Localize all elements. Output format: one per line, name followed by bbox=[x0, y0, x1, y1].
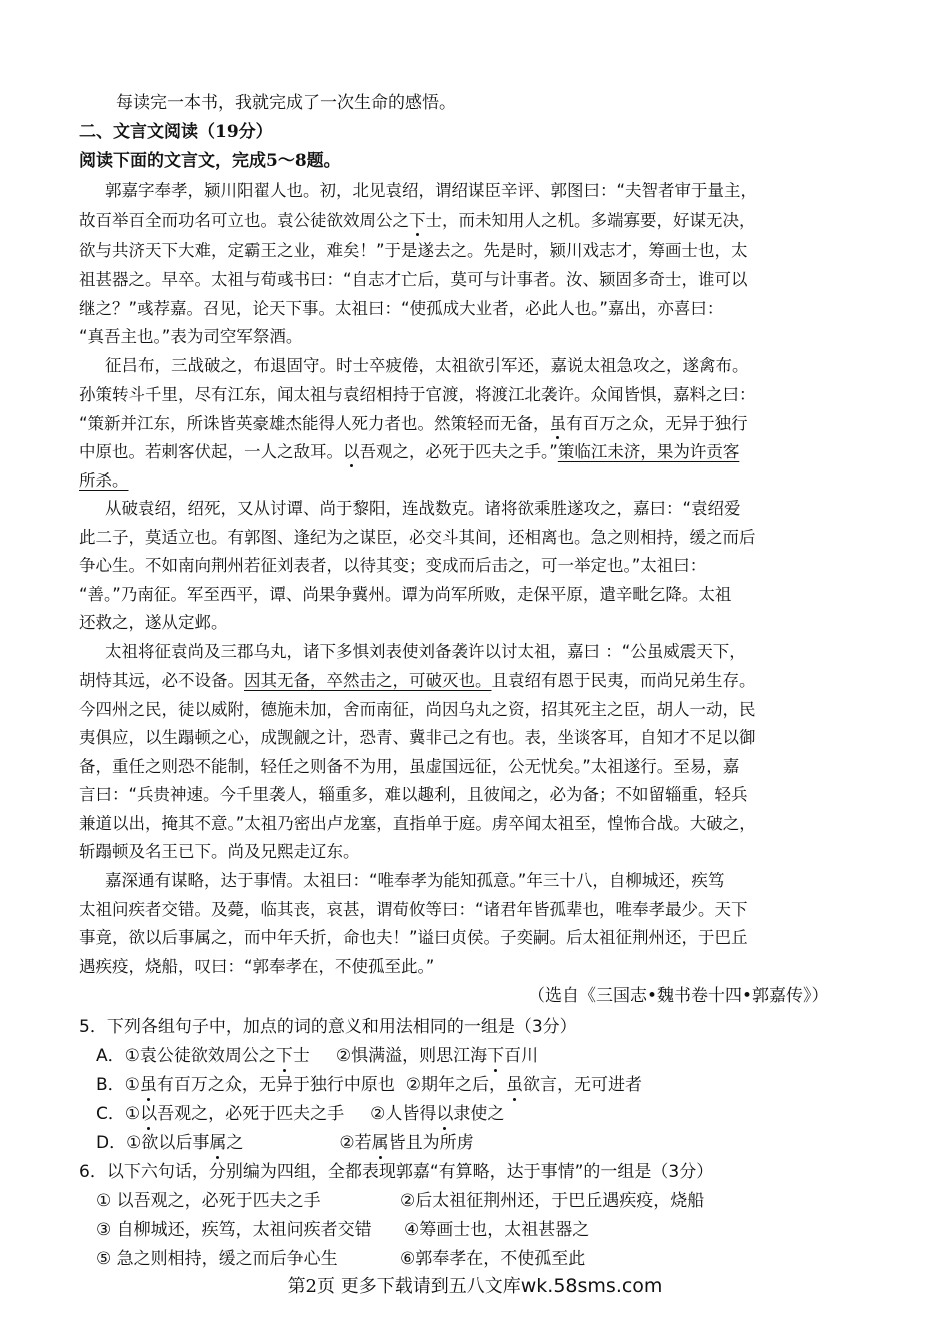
option-text: 有百万之众，无异于独行中原也 ②期年之后， bbox=[156, 1075, 506, 1095]
q5-stem: 5．下列各组句子中，加点的词的意义和用法相同的一组是（3分） bbox=[79, 1017, 577, 1037]
passage-p3-line-5: 还救之，遂从定邺。 bbox=[79, 613, 228, 632]
passage-p5-line-4: 遇疾疫，烧船，叹曰：“郭奉孝在，不使孤至此。” bbox=[79, 957, 435, 976]
intro-line: 每读完一本书，我就完成了一次生命的感悟。 bbox=[116, 93, 456, 113]
passage-text: 且袁绍有恩于民夷，而尚兄弟生存。 bbox=[491, 671, 756, 690]
passage-p4-line-1: 太祖将征袁尚及三郡乌丸，诸下多惧刘表使刘备袭许以讨太祖，嘉曰 ：“公虽威震天下， bbox=[105, 642, 746, 661]
q6-item-4: ④筹画士也，太祖甚器之 bbox=[404, 1220, 590, 1240]
option-text: ②人皆得 bbox=[370, 1104, 437, 1124]
option-text: 隶使之 bbox=[453, 1104, 505, 1124]
passage-p3-line-1: 从破袁绍，绍死，又从讨谭、尚于黎阳，连战数克。诸将欲乘胜遂攻之，嘉曰：“袁绍爱 bbox=[105, 499, 741, 518]
passage-p4-line-5: 备，重任之则恐不能制，轻任之则备不为用，虽虚国远征，公无忧矣。”太祖遂行。至易，嘉 bbox=[79, 757, 740, 776]
q6-item-3: ③ 自柳城还，疾笃，太祖问疾者交错 bbox=[96, 1220, 372, 1240]
option-text: A．①袁公徒欲效周公之 bbox=[96, 1046, 276, 1066]
passage-p3-line-4: “善。”乃南征。军至西平，谭、尚果争冀州。谭为尚军所败，走保平原，遣辛毗乞降。太祖 bbox=[79, 585, 732, 604]
underlined-sentence-end: 所杀。 bbox=[79, 471, 129, 490]
passage-text: 故百举百全而功名可立也。袁公徒欲效周公之 bbox=[79, 211, 409, 230]
passage-p4-line-3: 今四州之民，徒以威附，德施未加，舍而南征，尚因乌丸之资，招其死主之臣，胡人一动，民 bbox=[79, 700, 756, 719]
footer-site-link[interactable]: wk.58sms.com bbox=[520, 1275, 663, 1297]
q5-option-b bbox=[96, 1074, 642, 1096]
dotted-word-shu: 属 bbox=[371, 1133, 389, 1153]
option-text: 士 bbox=[292, 1046, 310, 1066]
passage-text: 中原也。若刺客伏起，一人之敌耳。 bbox=[79, 442, 343, 461]
passage-p4-line-4: 夷俱应，以生蹋顿之心，成觊觎之计，恐青、冀非己之有也。表，坐谈客耳，自知才不足以御 bbox=[79, 728, 756, 747]
q6-stem: 6．以下六句话，分别编为四组，全都表现郭嘉“有算略，达于事情”的一组是（3分） bbox=[79, 1162, 714, 1182]
option-text: 皆且为所虏 bbox=[388, 1133, 474, 1153]
passage-p4-line-2 bbox=[79, 670, 756, 692]
page-footer bbox=[0, 1274, 950, 1299]
q5-option-a bbox=[96, 1045, 538, 1067]
passage-text: 士，而未知用人之机。多端寡要，好谋无决， bbox=[425, 211, 756, 230]
q6-item-2: ②后太祖征荆州还，于巴丘遇疾疫，烧船 bbox=[400, 1191, 705, 1211]
section-title: 二、文言文阅读（19分） bbox=[79, 122, 273, 142]
passage-p4-line-7: 兼道以出，掩其不意。”太祖乃密出卢龙塞，直指单于庭。虏卒闻太祖至，惶怖合战。大破之， bbox=[79, 814, 756, 833]
option-text: C．① bbox=[96, 1104, 141, 1124]
passage-text: 吾观之，必死于匹夫之手。” bbox=[359, 442, 558, 461]
q5-option-d bbox=[96, 1132, 474, 1154]
footer-text: 第2页 更多下载请到五八文库 bbox=[287, 1276, 521, 1297]
q6-item-5: ⑤ 急之则相持，缓之而后争心生 bbox=[96, 1249, 338, 1269]
passage-p5-line-2: 太祖问疾者交错。及薨，临其丧，哀甚，谓荀攸等曰：“诸君年皆孤辈也，唯奉孝最少。天下 bbox=[79, 900, 748, 919]
passage-p1-line-3: 欲与共济天下大难，定霸王之业，难矣！”于是遂去之。先是时，颍川戏志才，筹画士也，太 bbox=[79, 241, 748, 260]
passage-p3-line-2: 此二子，莫适立也。有郭图、逢纪为之谋臣，必交斗其间，还相离也。急之则相持，缓之而后 bbox=[79, 528, 756, 547]
passage-p5-line-3: 事竟，欲以后事属之，而中年夭折，命也夫！”谥曰贞侯。子奕嗣。后太祖征荆州还，于巴丘 bbox=[79, 928, 748, 947]
option-text: B．① bbox=[96, 1075, 140, 1095]
passage-p2-line-2: 孙策转斗千里，尽有江东，闻太祖与袁绍相持于官渡，将渡江北袭许。众闻皆惧，嘉料之曰： bbox=[79, 385, 756, 404]
passage-p3-line-3: 争心生。不如南向荆州若征刘表者，以待其变；变成而后击之，可一举定也。”太祖曰： bbox=[79, 556, 707, 575]
passage-p1-line-1: 郭嘉字奉孝，颍川阳翟人也。初，北见袁绍，谓绍谋臣辛评、郭图曰：“夫智者审于量主， bbox=[105, 181, 758, 200]
passage-p1-line-5: 继之？”彧荐嘉。召见，论天下事。太祖曰：“使孤成大业者，必此人也。”嘉出，亦喜曰： bbox=[79, 299, 724, 318]
passage-p5-line-1: 嘉深通有谋略，达于事情。太祖曰：“唯奉孝为能知孤意。”年三十八，自柳城还，疾笃 bbox=[105, 871, 725, 890]
dotted-word-xia: 下 bbox=[275, 1046, 293, 1066]
passage-p1-line-4: 祖甚器之。早卒。太祖与荀彧书曰：“自志才亡后，莫可与计事者。汝、颍固多奇士，谁可以 bbox=[79, 270, 748, 289]
passage-text: 有百万之众，无异于独行 bbox=[566, 414, 748, 433]
dotted-word-sui: 虽 bbox=[549, 414, 567, 433]
passage-p2-line-3 bbox=[79, 413, 748, 435]
dotted-word-xia: 下 bbox=[409, 211, 426, 230]
passage-p1-line-6: “真吾主也。”表为司空军祭酒。 bbox=[79, 327, 303, 346]
option-text: 吾观之，必死于匹夫之手 bbox=[157, 1104, 345, 1124]
instruction: 阅读下面的文言文，完成5～8题。 bbox=[79, 151, 341, 171]
passage-text: 胡恃其远，必不设备。 bbox=[79, 671, 244, 690]
passage-p4-line-6: 言曰：“兵贵神速。今千里袭人，辎重多，难以趣利，且彼闻之，必为备；不如留辎重，轻兵 bbox=[79, 785, 748, 804]
underlined-sentence: 策临江未济，果为许贡客 bbox=[557, 442, 740, 461]
option-text: ②惧满溢，则思江海 bbox=[335, 1046, 488, 1066]
passage-p2-line-1: 征吕布，三战破之，布退固守。时士卒疲倦，太祖欲引军还，嘉说太祖急攻之，遂禽布。 bbox=[105, 356, 749, 375]
dotted-word-yi: 以 bbox=[436, 1104, 454, 1124]
option-text: 欲言，无可进者 bbox=[522, 1075, 642, 1095]
q6-item-1: ① 以吾观之，必死于匹夫之手 bbox=[96, 1191, 321, 1211]
passage-p1-line-2 bbox=[79, 210, 756, 232]
dotted-word-sui: 虽 bbox=[505, 1075, 523, 1095]
option-text: D．①欲以后事 bbox=[96, 1133, 210, 1153]
source-citation: （选自《三国志•魏书卷十四•郭嘉传》） bbox=[528, 986, 829, 1006]
underlined-sentence-2: 因其无备，卒然击之，可破灭也。 bbox=[244, 671, 492, 690]
dotted-word-xia: 下 bbox=[487, 1046, 505, 1066]
dotted-word-yi: 以 bbox=[343, 442, 360, 461]
option-text: ②若 bbox=[339, 1133, 372, 1153]
passage-p4-line-8: 斩蹋顿及名王已下。尚及兄熙走辽东。 bbox=[79, 842, 360, 861]
dotted-word-yi: 以 bbox=[140, 1104, 158, 1124]
dotted-word-sui: 虽 bbox=[139, 1075, 157, 1095]
dotted-word-shu: 属 bbox=[209, 1133, 227, 1153]
q5-option-c bbox=[96, 1103, 504, 1125]
option-text: 之 bbox=[226, 1133, 244, 1153]
option-text: 百川 bbox=[504, 1046, 539, 1066]
passage-p2-line-4 bbox=[79, 441, 739, 463]
passage-text: “策新并江东，所诛皆英豪雄杰能得人死力者也。然策轻而无备， bbox=[79, 414, 550, 433]
q6-item-6: ⑥郭奉孝在，不使孤至此 bbox=[400, 1249, 586, 1269]
